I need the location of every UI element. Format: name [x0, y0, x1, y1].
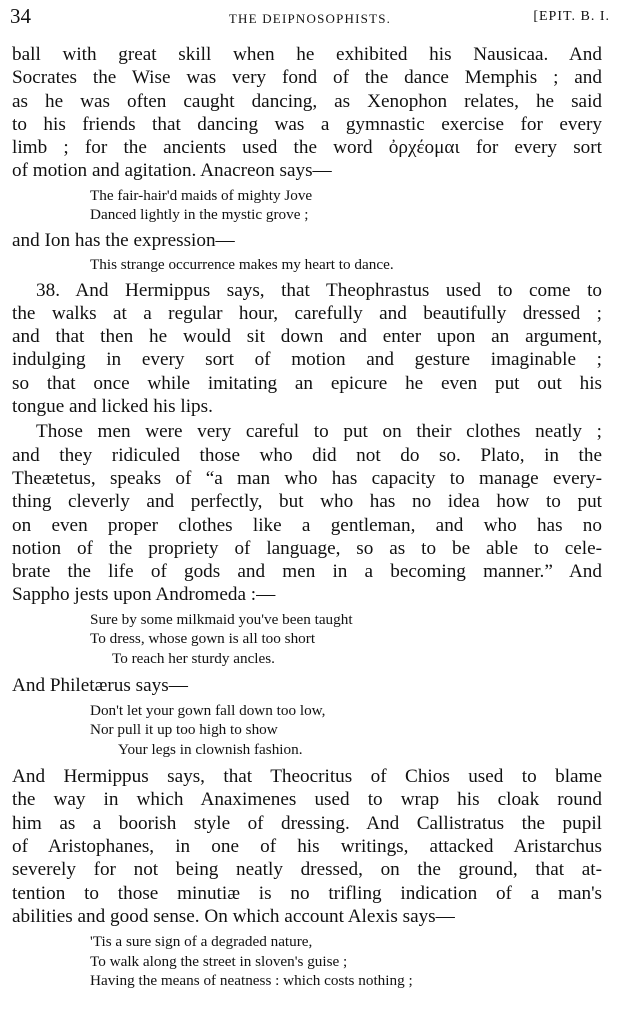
text-line: And Hermippus says, that Theocritus of Chios used to blame [12, 766, 602, 788]
section-reference: [EPIT. B. I. [533, 9, 610, 24]
verse-line: Having the means of neatness : which costs nothing ; [90, 972, 413, 990]
text-line: limb ; for the ancients used the word ὀρχέομαι for every sort [12, 137, 602, 159]
verse-line: To reach her sturdy ancles. [112, 649, 275, 667]
text-line: 38. And Hermippus says, that Theophrastus used to come to [36, 279, 602, 301]
verse-line: Your legs in clownish fashion. [118, 740, 303, 758]
verse-line: To dress, whose gown is all too short [90, 630, 316, 648]
running-header [10, 4, 610, 30]
text-line: of motion and agitation. Anacreon says— [12, 160, 332, 182]
text-line: Sappho jests upon Andromeda :— [12, 584, 276, 606]
text-line: notion of the propriety of language, so as to be able to cele- [12, 537, 602, 559]
verse-anacreon [12, 186, 602, 225]
paragraph-ion [12, 229, 602, 252]
verse-line: Nor pull it up too high to show [90, 721, 278, 739]
text-line: so that once while imitating an epicure he even put out his [12, 372, 602, 394]
text-line: Theætetus, speaks of “a man who has capacity to manage every- [12, 467, 602, 489]
verse-line: Don't let your gown fall down too low, [90, 701, 326, 719]
text-line: the walks at a regular hour, carefully and beautifully dressed ; [12, 302, 602, 324]
paragraph-clothes [12, 420, 602, 606]
verse-line: Sure by some milkmaid you've been taught [90, 610, 353, 628]
paragraph-philetaerus [12, 674, 602, 697]
text-line: and that then he would sit down and enter upon an argument, [12, 326, 602, 348]
text-line: thing cleverly and perfectly, but who has no idea how to put [12, 491, 602, 513]
paragraph-38-hermippus [12, 279, 602, 419]
verse-sappho [12, 610, 602, 669]
text-line: abilities and good sense. On which account Alexis says— [12, 905, 455, 927]
verse-line: Danced lightly in the mystic grove ; [90, 206, 309, 224]
text-line: And Philetærus says— [12, 675, 188, 697]
text-line: tention to those minutiæ is no trifling indication of a man's [12, 882, 602, 904]
text-line: brate the life of gods and men in a becoming manner.” And [12, 561, 602, 583]
paragraph-dance [12, 43, 602, 183]
text-line: Socrates the Wise was very fond of the dance Memphis ; and [12, 67, 602, 89]
text-line: and Ion has the expression— [12, 229, 235, 251]
verse-line: The fair-hair'd maids of mighty Jove [90, 186, 313, 204]
text-line: and they ridiculed those who did not do so. Plato, in the [12, 444, 602, 466]
text-line: of Aristophanes, in one of his writings, attacked Aristarchus [12, 835, 602, 857]
text-line: Those men were very careful to put on their clothes neatly ; [36, 421, 602, 443]
text-line: tongue and licked his lips. [12, 396, 213, 418]
text-line: to his friends that dancing was a gymnastic exercise for every [12, 113, 602, 135]
paragraph-theocritus [12, 765, 602, 928]
running-title: THE DEIPNOSOPHISTS. [228, 11, 392, 26]
text-line: severely for not being neatly dressed, on the ground, that at- [12, 859, 602, 881]
verse-line: This strange occurrence makes my heart to dance. [90, 256, 394, 274]
text-line: indulging in every sort of motion and gesture imaginable ; [12, 349, 602, 371]
verse-ion [12, 255, 602, 275]
verse-line: To walk along the street in sloven's guise ; [90, 952, 348, 970]
text-line: him as a boorish style of dressing. And Callistratus the pupil [12, 812, 602, 834]
page-number: 34 [10, 4, 31, 28]
text-line: on even proper clothes like a gentleman, and who has no [12, 514, 602, 536]
verse-alexis [12, 932, 602, 991]
verse-philetaerus [12, 701, 602, 760]
page-body [12, 43, 602, 991]
text-line: as he was often caught dancing, as Xenophon relates, he said [12, 90, 602, 112]
text-line: the way in which Anaximenes used to wrap his cloak round [12, 789, 602, 811]
verse-line: 'Tis a sure sign of a degraded nature, [90, 933, 313, 951]
text-line: ball with great skill when he exhibited his Nausicaa. And [12, 44, 602, 65]
